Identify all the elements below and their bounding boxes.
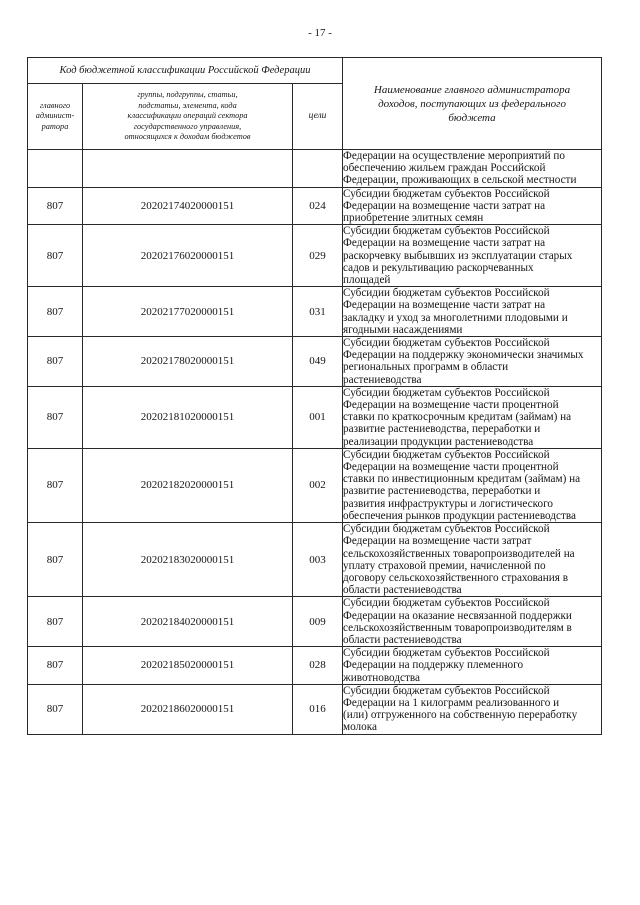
row-name-line: (или) отгруженного на собственную переработку — [343, 709, 578, 722]
row-name-line: Федерации на возмещение части затрат на — [343, 237, 546, 250]
row-classification-code: 20202177020000151 — [83, 287, 293, 337]
row-name-line: договору сельскохозяйственного страхования в — [343, 571, 568, 584]
row-revenue-name — [343, 684, 602, 734]
row-purpose-code: 028 — [293, 647, 343, 685]
page-number: - 17 - — [308, 27, 332, 39]
row-name-line: Субсидии бюджетам субъектов Российской — [343, 684, 550, 697]
row-admin-code: 807 — [28, 337, 83, 387]
row-revenue-name — [343, 225, 602, 287]
row-classification-code: 20202182020000151 — [83, 448, 293, 522]
row-revenue-name — [343, 187, 602, 225]
row-classification-code: 20202186020000151 — [83, 684, 293, 734]
row-name-line: Федерации на поддержку племенного — [343, 659, 524, 672]
header-chief-administrator — [28, 84, 83, 150]
row-name-line: Субсидии бюджетам субъектов Российской — [343, 287, 550, 300]
row-name-line: Субсидии бюджетам субъектов Российской — [343, 187, 550, 200]
row-admin-code: 807 — [28, 647, 83, 685]
row-name-line: животноводства — [343, 671, 420, 684]
row-name-line: молока — [343, 721, 377, 734]
row-purpose-code: 024 — [293, 187, 343, 225]
row-name-line: раскорчевку выбывших из эксплуатации старых — [343, 249, 573, 262]
row-name-line: приобретение элитных семян — [343, 212, 484, 225]
header-code-line: группы, подгруппы, статьи, — [137, 90, 238, 100]
row-name-line: уплату страховой премии, начисленной по — [343, 559, 546, 572]
row-name-line: Субсидии бюджетам субъектов Российской — [343, 225, 550, 238]
row-admin-code: 807 — [28, 386, 83, 448]
header-code-line: подстатьи, элемента, кода — [138, 100, 237, 110]
row-admin-code: 807 — [28, 187, 83, 225]
row-admin-code — [28, 150, 83, 188]
table-row — [28, 337, 602, 387]
row-name-line: Федерации на поддержку экономически значимых — [343, 349, 584, 362]
row-name-line: Федерации, проживающих в сельской местности — [343, 174, 577, 187]
row-purpose-code: 003 — [293, 523, 343, 597]
row-name-line: Субсидии бюджетам субъектов Российской — [343, 448, 550, 461]
table-row — [28, 597, 602, 647]
row-classification-code: 20202178020000151 — [83, 337, 293, 387]
row-admin-code: 807 — [28, 225, 83, 287]
row-name-line: развития инфраструктуры и логистического — [343, 497, 554, 510]
row-admin-code: 807 — [28, 448, 83, 522]
row-admin-code: 807 — [28, 287, 83, 337]
row-name-line: Федерации на 1 килограмм реализованного и — [343, 696, 560, 709]
table-row — [28, 523, 602, 597]
header-budget-code-group: Код бюджетной классификации Российской Федерации — [28, 58, 343, 84]
row-purpose-code: 016 — [293, 684, 343, 734]
row-name-line: Субсидии бюджетам субъектов Российской — [343, 523, 550, 536]
header-code-line: классификации операций сектора — [127, 111, 248, 121]
header-purpose: цели — [293, 84, 343, 150]
header-code-line: государственного управления, — [133, 121, 242, 131]
row-revenue-name — [343, 647, 602, 685]
table-body — [28, 150, 602, 735]
header-administrator-name — [343, 58, 602, 150]
row-classification-code: 20202184020000151 — [83, 597, 293, 647]
header-name-line: доходов, поступающих из федерального — [378, 97, 566, 110]
table-row — [28, 150, 602, 188]
row-name-line: площадей — [343, 274, 391, 287]
header-admin-line: админист- — [35, 111, 75, 121]
row-name-line: обеспечению жильем граждан Российской — [343, 162, 546, 175]
row-name-line: садов и рекультивацию раскорчеванных — [343, 261, 534, 274]
header-name-line: Наименование главного администратора — [373, 83, 571, 96]
row-admin-code: 807 — [28, 684, 83, 734]
table-row — [28, 187, 602, 225]
row-name-line: Субсидии бюджетам субъектов Российской — [343, 337, 550, 350]
row-revenue-name — [343, 448, 602, 522]
row-name-line: Федерации на возмещение части затрат на — [343, 299, 546, 312]
header-name-line: бюджета — [448, 111, 496, 124]
row-revenue-name — [343, 597, 602, 647]
row-name-line: обеспечения рынков продукции растениеводства — [343, 509, 576, 522]
row-name-line: Федерации на возмещение части затрат на — [343, 199, 546, 212]
row-revenue-name — [343, 386, 602, 448]
row-purpose-code: 031 — [293, 287, 343, 337]
row-name-line: растениеводства — [343, 373, 422, 386]
row-name-line: Федерации на оказание несвязанной поддержки — [343, 609, 572, 622]
row-classification-code: 20202181020000151 — [83, 386, 293, 448]
row-classification-code: 20202174020000151 — [83, 187, 293, 225]
row-name-line: ставки по краткосрочным кредитам (займам) на — [343, 411, 572, 424]
row-name-line: Федерации на осуществление мероприятий по — [343, 150, 566, 162]
row-purpose-code: 049 — [293, 337, 343, 387]
row-name-line: закладку и уход за многолетними плодовыми и — [343, 311, 568, 324]
row-name-line: области растениеводства — [343, 584, 462, 597]
row-name-line: реализации продукции растениеводства — [343, 435, 534, 448]
table-row — [28, 684, 602, 734]
row-classification-code: 20202185020000151 — [83, 647, 293, 685]
header-admin-line: ратора — [41, 121, 69, 131]
row-classification-code: 20202183020000151 — [83, 523, 293, 597]
row-name-line: Субсидии бюджетам субъектов Российской — [343, 597, 550, 610]
table-row — [28, 287, 602, 337]
table-row — [28, 448, 602, 522]
row-name-line: Федерации на возмещение части затрат — [343, 535, 532, 548]
row-purpose-code: 001 — [293, 386, 343, 448]
row-name-line: сельскохозяйственным товаропроизводителям в — [343, 621, 572, 634]
row-name-line: Федерации на возмещение части процентной — [343, 399, 559, 412]
table-row — [28, 647, 602, 685]
header-classification-code — [83, 84, 293, 150]
row-admin-code: 807 — [28, 597, 83, 647]
row-purpose-code: 002 — [293, 448, 343, 522]
row-name-line: Субсидии бюджетам субъектов Российской — [343, 647, 550, 660]
row-name-line: региональных программ в области — [343, 361, 509, 374]
row-name-line: Федерации на возмещение части процентной — [343, 461, 559, 474]
row-admin-code: 807 — [28, 523, 83, 597]
row-name-line: ягодными насаждениями — [343, 323, 463, 336]
row-revenue-name — [343, 150, 602, 188]
row-purpose-code — [293, 150, 343, 188]
header-code-line: относящихся к доходам бюджетов — [124, 132, 251, 142]
row-name-line: развитие растениеводства, переработки и — [343, 485, 541, 498]
table-row — [28, 386, 602, 448]
row-name-line: сельскохозяйственных товаропроизводителей на — [343, 547, 575, 560]
row-revenue-name — [343, 337, 602, 387]
header-admin-line: главного — [39, 100, 71, 110]
row-name-line: развитие растениеводства, переработки и — [343, 423, 541, 436]
table-row — [28, 225, 602, 287]
row-classification-code — [83, 150, 293, 188]
row-revenue-name — [343, 287, 602, 337]
row-classification-code: 20202176020000151 — [83, 225, 293, 287]
row-name-line: Субсидии бюджетам субъектов Российской — [343, 386, 550, 399]
row-revenue-name — [343, 523, 602, 597]
row-name-line: области растениеводства — [343, 633, 462, 646]
row-name-line: ставки по инвестиционным кредитам (займам) на — [343, 473, 581, 486]
row-purpose-code: 029 — [293, 225, 343, 287]
row-purpose-code: 009 — [293, 597, 343, 647]
budget-classification-table — [27, 57, 602, 735]
